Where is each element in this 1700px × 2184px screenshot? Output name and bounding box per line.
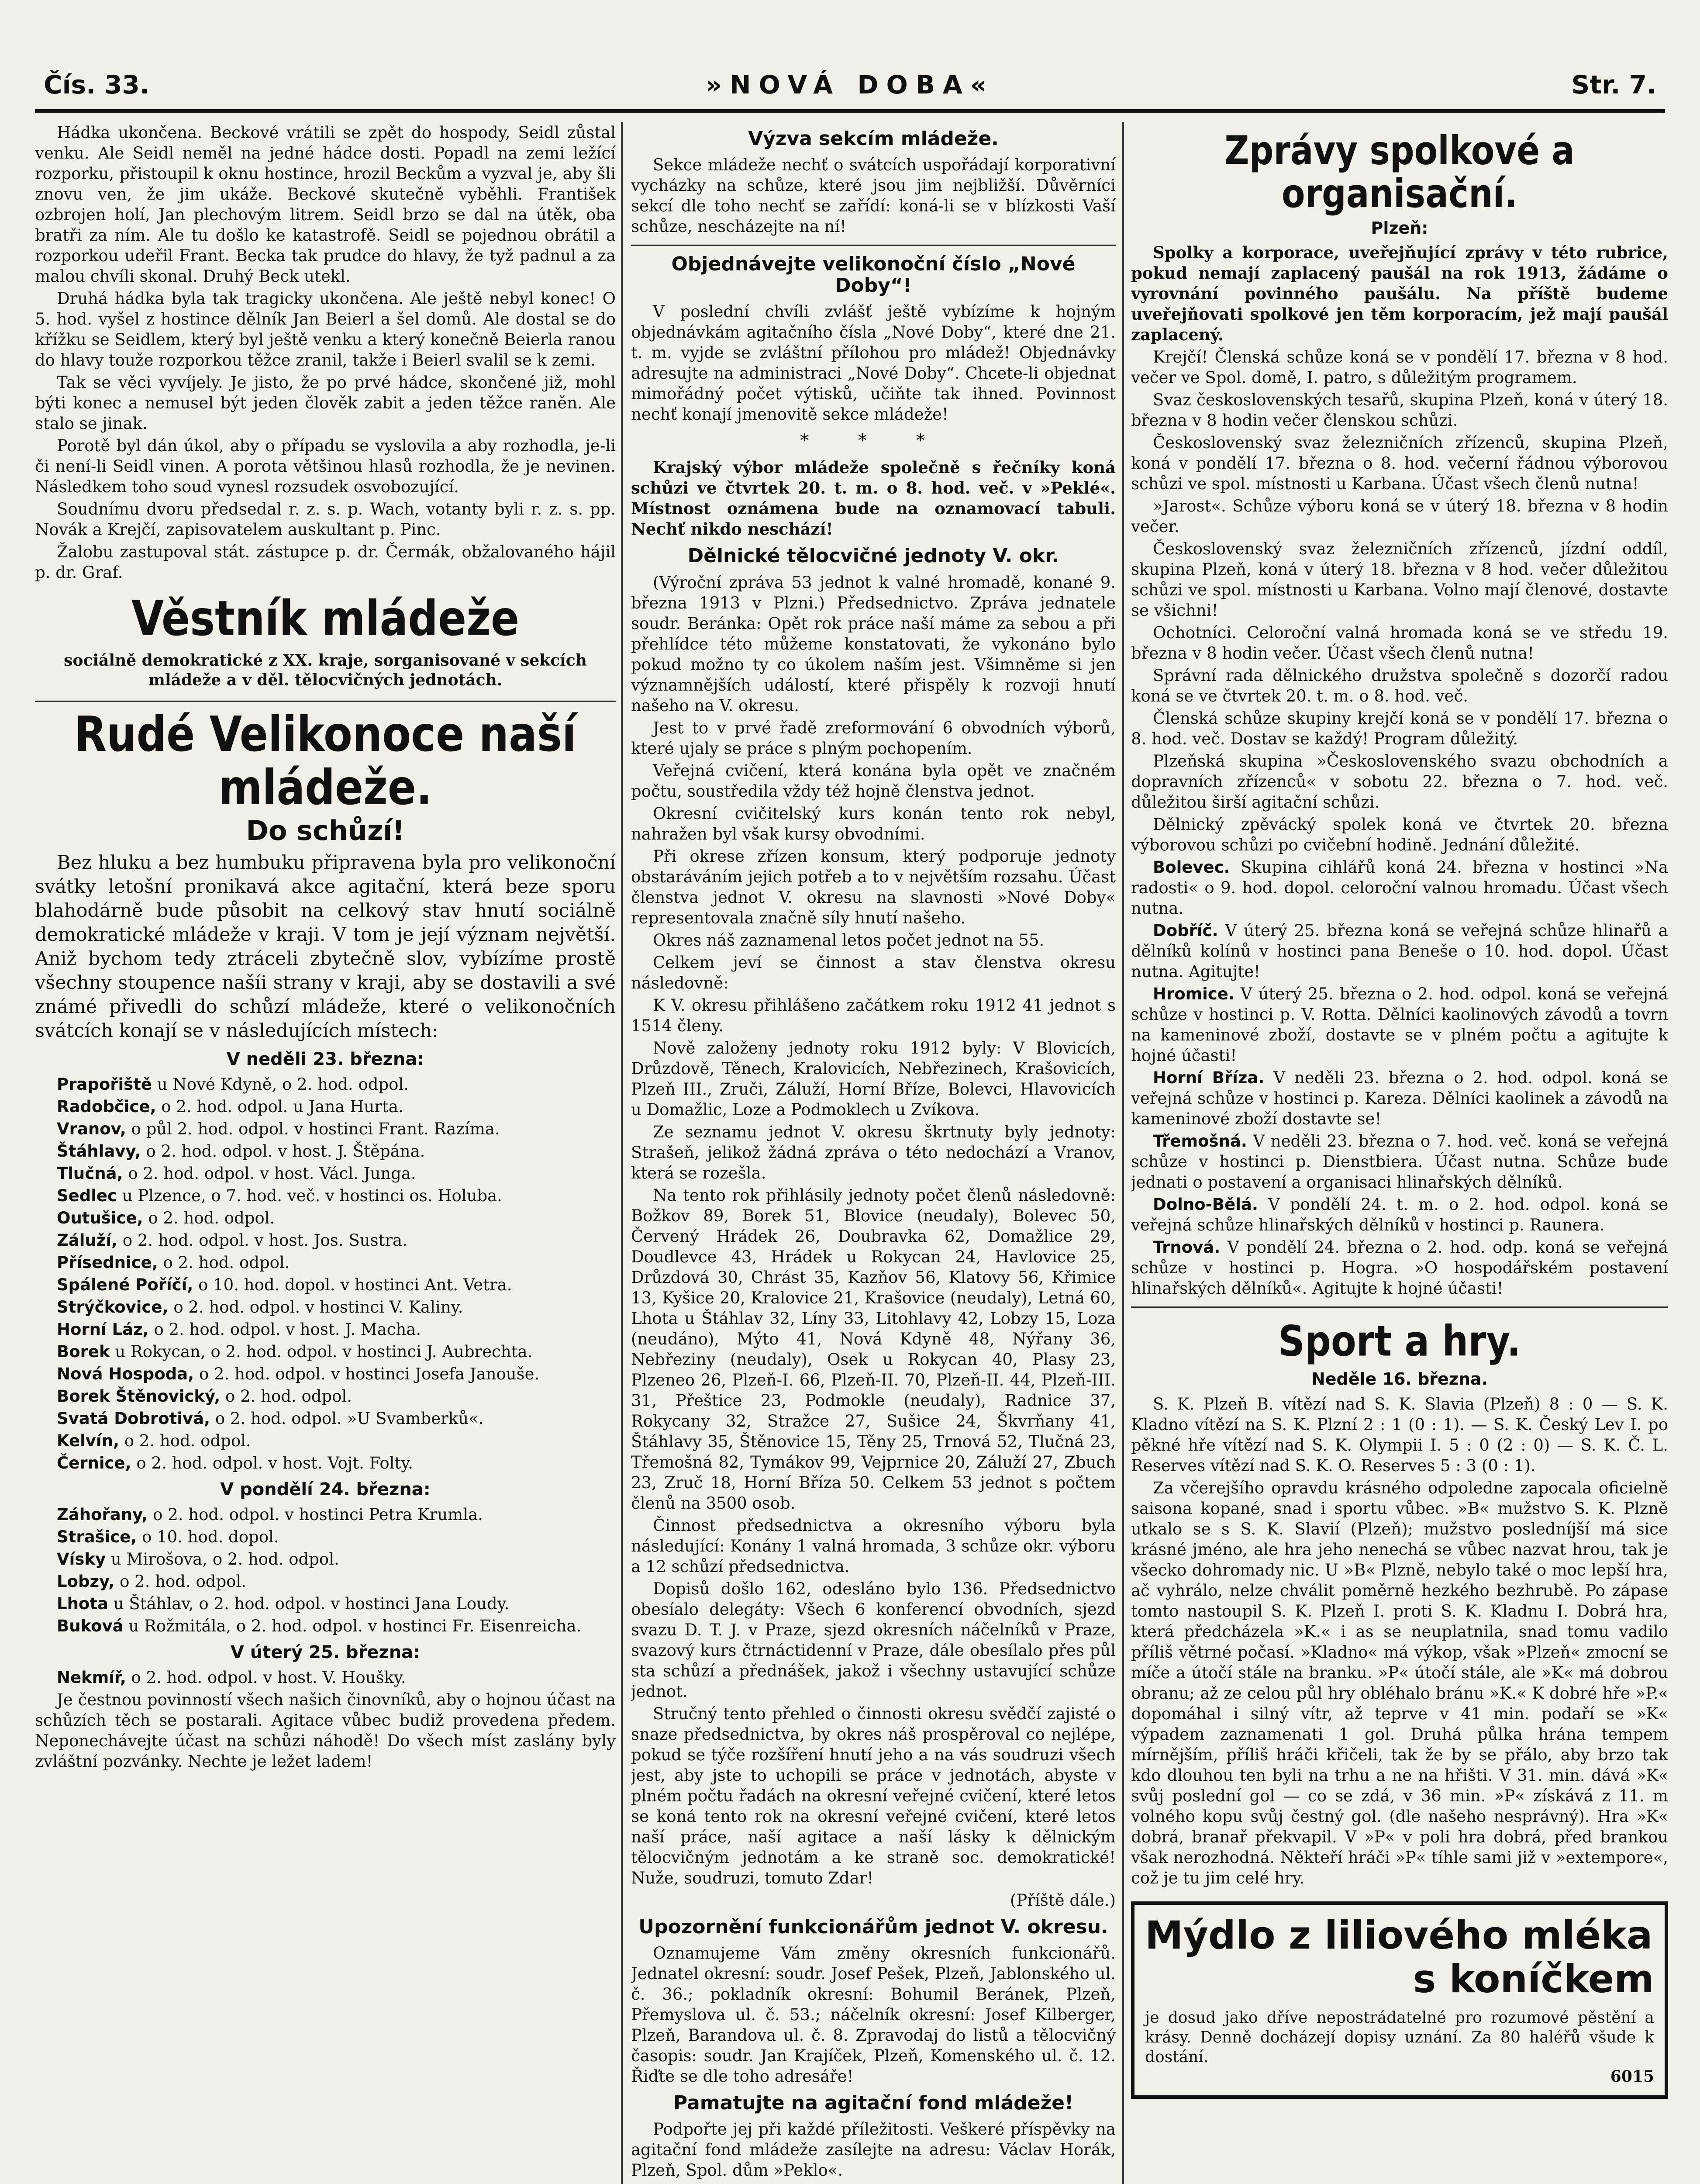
meeting-details: o 2. hod. odpol. (119, 1431, 251, 1450)
meeting-place: Lhota (57, 1594, 108, 1613)
notice-text: V neděli 23. března o 2. hod. odpol. koná se veřejná schůze v hostinci p. Kareza. Dělníci kaolinek a závodů na kameninové zboží dostavte se! (1131, 1068, 1668, 1129)
column-divider-1 (621, 122, 623, 2184)
regional-notice (1131, 1068, 1668, 1129)
notice-place: Dobříč. (1153, 921, 1218, 940)
meeting-place: Záhořany, (57, 1505, 148, 1524)
meeting-entry (35, 1593, 616, 1614)
regional-notice (1131, 1237, 1668, 1299)
meeting-place: Outušice, (57, 1208, 143, 1227)
notice-place: Bolevec. (1153, 858, 1230, 877)
article-text: Nově založeny jednoty roku 1912 byly: V Blovicích, Drůzdově, Těnech, Kralovicích, Nebřezinech, Krašovicích, Plzeň III., Zruči, Záluží, Horní Bříze, Bolevci, Hlavovicích u Domažlic, Loze a Podmoklech u Zvíkova. (631, 1038, 1116, 1119)
objednavejte-heading: Objednávejte velikonoční číslo „Nové Doby“! (671, 253, 1076, 297)
meeting-place: Radobčice, (57, 1097, 156, 1116)
meeting-details: o 2. hod. odpol. (143, 1208, 275, 1227)
agitacni-fond-heading: Pamatujte na agitační fond mládeže! (673, 2091, 1074, 2114)
meeting-details: o půl 2. hod. odpol. v hostinci Frant. Razíma. (126, 1119, 500, 1138)
do-schuzi-heading: Do schůzí! (246, 814, 405, 847)
meeting-details: o 2. hod. odpol. v host. Václ. Junga. (123, 1164, 416, 1183)
organisation-notice: Československý svaz železničních zřízenců, skupina Plzeň, koná v pondělí 17. března o 8. hod. večerní řádnou výborovou schůzi ve spol. místnosti u Karbana. Účast všech členů nutna! (1131, 433, 1668, 494)
article-text: Činnost předsednictva a okresního výboru byla následující: Konány 1 valná hromada, 3 schůze okr. výboru a 12 schůzí předsednictva. (631, 1516, 1116, 1576)
ad-title-line1: Mýdlo z liliového mléka (1145, 1912, 1653, 1958)
meeting-details: o 2. hod. odpol. v host. V. Houšky. (126, 1668, 406, 1687)
meeting-details: o 2. hod. odpol. (158, 1253, 290, 1272)
meeting-details: u Štáhlav, o 2. hod. odpol. v hostinci Jana Loudy. (108, 1594, 510, 1613)
meeting-details: o 2. hod. odpol. v host. J. Štěpána. (141, 1141, 425, 1161)
meeting-entry (35, 1386, 616, 1406)
ad-title-line2: s koníčkem (1413, 1956, 1654, 2001)
meeting-details: o 2. hod. odpol. (220, 1386, 352, 1406)
article-text: Soudnímu dvoru předsedal r. z. s. p. Wach, votanty byli r. z. s. pp. Novák a Krejčí, zapisovatelem auskultant p. Pinc. (35, 500, 616, 539)
article-text: K V. okresu přihlášeno začátkem roku 1912 41 jednot s 1514 členy. (631, 995, 1116, 1035)
article-text: Tak se věci vyvíjely. Je jisto, že po prvé hádce, skončené již, mohl býti konec a nemusel být jeden člověk zabit a jeden těžce raněn. Ale stalo se jinak. (35, 373, 616, 433)
regional-notices (1131, 857, 1668, 1299)
article-text: Druhá hádka byla tak tragicky ukončena. Ale ještě nebyl konec! O 5. hod. vyšel z hostince dělník Jan Beierl a šel domů. Ale dostal se do křížku se Seidlem, který byl ještě venku a který konečně Beierla ranou do hlavy touže rozporkou těžce zranil, takže i Beierl svalil se k zemi. (35, 289, 616, 370)
meeting-details: o 2. hod. odpol. u Jana Hurta. (156, 1097, 403, 1116)
meeting-entry (35, 1297, 616, 1317)
article-text: Okresní cvičitelský kurs konán tento rok nebyl, nahražen byl však kursy obvodními. (631, 804, 1116, 843)
paušál-notice: Spolky a korporace, uveřejňující zprávy v této rubrice, pokud nemají zaplacený paušál na rok 1913, žádáme o vyrovnání povinného paušálu. Na příště budeme uveřejňovati spolkové jen těm korporacím, jež mají paušál zaplacený. (1131, 243, 1668, 345)
meeting-place: Horní Láz, (57, 1320, 149, 1339)
meeting-place: Vranov, (57, 1119, 126, 1138)
meeting-place: Vísky (57, 1549, 106, 1569)
article-text: Hádka ukončena. Beckové vrátili se zpět do hospody, Seidl zůstal venku. Ale Seidl neměl na jedné hádce dosti. Popadl na zemi ležící rozporku, přistoupil k oknu hostince, hrozil Beckům a vyzval je, aby šli znovu ven, že jim ukáže. Beckové skutečně vyběhli. František ozbrojen holí, Jan plechovým litrem. Seidl brzo se dal na útěk, oba bratři za ním. Ale tu došlo ke katastrofě. Seidl se pojednou obrátil a rozporkou udeřil Frant. Becka tak prudce do hlavy, že tyž padnul a za malou chvíli skonal. Druhý Beck utekl. (35, 123, 616, 286)
meeting-details: o 2. hod. odpol. v hostinci Josefa Janouše. (194, 1364, 540, 1383)
notice-text: Skupina cihlářů koná 24. března v hostinci »Na radosti« o 9. hod. dopol. celoroční valnou hromadu. Účast všech nutna. (1131, 858, 1668, 918)
sport-report: Za včerejšího opravdu krásného odpoledne zapocala oficielně saisona kopané, snad i sportu vůbec. »B« mužstvo S. K. Plzně utkalo se s S. K. Slavií (Plzeň); mužstvo posledníjší má sice krásné jméno, ale hra jeho nenechá se vůbec nazvat hrou, tak je všecko dohromady nic. U »B« Plzně, nebylo také o moc lepší hra, ač vyhrálo, nelze chválit poměrně hezkého bezhrubě. Po zápase tomto nastoupil S. K. Plzeň I. proti S. K. Kladnu I. Dobrá hra, která předcházela »K.« i as se neuplatnila, snad tomu vadilo příliš větrné počasí. »Kladno« má výkop, však »Plzeň« zmocní se míče a útočí stále na branku. »P« útočí stále, ale »K« má dobrou obranu; až ze celou půl hry obléhalo bránu »K.« K dobré hře »P.« dopomáhal i silný vítr, až teprve v 41 min. podaří se »K« výpadem zaznamenati 1 gol. Druhá půlka hrána tempem mírnějším, příliš hráči křičeli, tak že by se přálo, aby brzo tak kdo dlouhou ten byli na trhu a ne na hřišti. V 31. min. dává »K« svůj poslední gol — co se zdá, v 36 min. »P« získává z 11. m volného kopu svůj čestný gol. (dle našeho nesprávný). Hra »K« dobrá, branař překvapil. V »P« v poli hra dobrá, před brankou však nerozhodná. Někteří hráči »P« tíhle sami již v »extempore«, což je tu jim celé hry. (1131, 1478, 1668, 1887)
organisation-notice: Plzeňská skupina »Československého svazu obchodních a dopravních zřízenců« v sobotu 22. března o 7. hod. več. důležitou širší agitační schůzi. (1131, 752, 1668, 812)
meeting-entry (35, 1453, 616, 1473)
meeting-entry (35, 1504, 616, 1525)
meeting-place: Buková (57, 1616, 124, 1635)
article-text: Jest to v prvé řadě zreformování 6 obvodních výborů, které ujaly se práce s plným pochopením. (631, 718, 1116, 758)
meeting-entry (35, 1616, 616, 1636)
article-text: Ze seznamu jednot V. okresu škrtnuty byly jednoty: Strašeň, jelikož žádná zpráva o této nedochází a Vranov, která se rozešla. (631, 1122, 1116, 1182)
meeting-details: o 2. hod. odpol. v host. Jos. Sustra. (117, 1230, 407, 1250)
divider (1131, 1306, 1668, 1308)
plzen-subheading: Plzeň: (1371, 218, 1428, 238)
column-divider-2 (1122, 122, 1124, 2184)
sport-heading: Sport a hry. (1278, 1317, 1521, 1366)
issue-number: Čís. 33. (44, 70, 149, 100)
organisation-notice: Československý svaz železničních zřízenců, jízdní oddíl, skupina Plzeň, koná v úterý 18. března v 8 hod. večer důležitou schůzi ve spol. místnosti u Karbana. Volno mají členové, dostavte se všichni! (1131, 539, 1668, 620)
meeting-place: Strašice, (57, 1527, 137, 1546)
vestnik-subtitle: sociálně demokratické z XX. kraje, sorganisované v sekcích mládeže a v děl. tělocvičných jednotách. (64, 651, 587, 689)
day-heading-sunday: V neděli 23. března: (226, 1049, 424, 1069)
regional-notice (1131, 920, 1668, 982)
meeting-details: u Rožmitála, o 2. hod. odpol. v hostinci Fr. Eisenreicha. (123, 1616, 582, 1635)
meeting-place: Záluží, (57, 1230, 118, 1250)
organisation-notice: Krejčí! Členská schůze koná se v pondělí 17. března v 8 hod. večer ve Spol. domě, I. patro, s důležitým programem. (1131, 348, 1668, 387)
krajsky-vybor-note: Krajský výbor mládeže společně s řečníky koná schůzi ve čtvrtek 20. t. m. o 8. hod. več. v »Peklé«. Místnost oznámena bude na oznamovací tabuli. Nechť nikdo neschází! (631, 458, 1116, 539)
meeting-place: Lobzy, (57, 1572, 115, 1591)
meeting-entry (35, 1185, 616, 1206)
meeting-details: o 2. hod. odpol. »U Svamberků«. (210, 1409, 484, 1428)
sport-results: S. K. Plzeň B. vítězí nad S. K. Slavia (Plzeň) 8 : 0 — S. K. Kladno vítězí na S. K. Plzní 2 : 1 (0 : 1). — S. K. Český Lev I. po pěkné hře vítězí nad S. K. Olympii I. 5 : 0 (2 : 0) — S. K. Č. L. Reserves vítězí nad S. K. O. Reserves 5 : 3 (0 : 1). (1131, 1394, 1668, 1475)
meeting-details: o 2. hod. odpol. v hostinci V. Kaliny. (168, 1297, 463, 1317)
notice-place: Hromice. (1153, 985, 1234, 1004)
meeting-entry (35, 1119, 616, 1139)
meeting-place: Nová Hospoda, (57, 1364, 194, 1383)
regional-notice (1131, 1194, 1668, 1235)
article-text: Na tento rok přihlásily jednoty počet členů následovně: Božkov 89, Borek 51, Blovice (neudaly), Bolevec 50, Červený Hrádek 26, Doubravka 62, Domažlice 29, Doudlevce 43, Hrádek u Rokycan 24, Havlovice 25, Drůzdová 30, Chrást 35, Kazňov 56, Klatovy 56, Křimice 13, Kyšice 20, Kralovice 21, Krašovice (neudaly), Letná 60, Lhota u Štáhlav 32, Líny 33, Litohlavy 42, Lobzy 15, Loza (neudáno), Mýto 41, Nová Kdyně 48, Nýřany 36, Nebřeziny (neudaly), Osek u Rokycan 40, Plasy 23, Plzeneo 26, Plzeň-I. 66, Plzeň-II. 70, Plzeň-II. 44, Plzeň-III. 31, Přeštice 23, Podmokle (neudaly), Radnice 37, Rokycany 32, Stražce 27, Sušice 24, Škvrňany 41, Štáhlavy 35, Štěnovice 15, Těny 25, Trnová 52, Tlučná 23, Třemošná 82, Tymákov 99, Vejprnice 20, Záluží 27, Zbuch 23, Zruč 18, Horní Bříza 50. Celkem 53 jednot s počtem členů na 3500 osob. (631, 1185, 1116, 1513)
day-heading-monday: V pondělí 24. března: (220, 1479, 431, 1500)
divider (35, 701, 616, 702)
meeting-place: Kelvín, (57, 1431, 119, 1450)
meeting-entry (35, 1571, 616, 1592)
meeting-details: o 2. hod. odpol. v host. J. Macha. (148, 1320, 421, 1339)
organisation-notice: Dělnický zpěvácký spolek koná ve čtvrtek 20. března výborovou schůzi po cvičební hodině. Jednání důležité. (1131, 815, 1668, 855)
article-text: Sekce mládeže nechť o svátcích uspořádají korporativní vycházky na schůze, které jsou jim nejbližší. Důvěrníci sekcí dle toho nechť se zařídí: koná-li se v blízkosti Vaší schůze, nescházejte na ní! (631, 156, 1116, 236)
day-heading-tuesday: V úterý 25. března: (230, 1642, 421, 1662)
meeting-details: o 10. hod. dopol. (137, 1527, 279, 1546)
article-text: Oznamujeme Vám změny okresních funkcionářů. Jednatel okresní: soudr. Josef Pešek, Plzeň, Jablonského ul. č. 36.; pokladník okresní: Bohumil Beránek, Plzeň, Přemyslova ul. č. 53.; náčelník okresní: Josef Kilberger, Plzeň, Barandova ul. č. 8. Zpravodaj do listů a tělocvičný časopis: soudr. Jan Krajíček, Plzeň, Komenského ul. č. 12. Řiďte se dle toho adresáře! (631, 1943, 1116, 2086)
meeting-place: Prapořiště (57, 1075, 152, 1094)
meeting-entry (35, 1364, 616, 1384)
masthead-rule (35, 109, 1665, 113)
continued-note: (Příště dále.) (1010, 1890, 1116, 1910)
meeting-entry (35, 1431, 616, 1451)
meeting-place: Svatá Dobrotivá, (57, 1409, 210, 1428)
article-text: Žalobu zastupoval stát. zástupce p. dr. Čermák, obžalovaného hájil p. dr. Graf. (35, 543, 616, 582)
meeting-details: o 2. hod. odpol. v hostinci Petra Krumla. (148, 1505, 483, 1524)
meeting-place: Sedlec (57, 1186, 117, 1205)
regional-notice (1131, 984, 1668, 1066)
article-text: Porotě byl dán úkol, aby o případu se vyslovila a aby rozhodla, je-li či není-li Seidl vinen. A porota většinou hlasů rozhodla, že je nevinen. Následkem toho soud vynesl rozsudek osvobozující. (35, 436, 616, 496)
article-lead: Bez hluku a bez humbuku připravena byla pro velikonoční svátky letošní pronikavá akce agitační, která beze sporu blahodárně bude působit na celkový stav hnutí sociálně demokratické mládeže v kraji. V tom je její význam největší. Aniž bychom tedy ztráceli zbytečně slov, vybízíme prostě všechny stoupence našíi strany v kraji, aby se dostavili a své známé přivedli do schůzí mládeže, které o velikonočních svátcích konají se v následujících místech: (35, 851, 616, 1042)
article-text: Veřejná cvičení, která konána byla opět ve značném počtu, soustředila vždy též hojně členstva jednot. (631, 761, 1116, 801)
organisation-notice: »Jarost«. Schůze výboru koná se v úterý 18. března v 8 hodin večer. (1131, 497, 1668, 536)
notice-text: V pondělí 24. března o 2. hod. odp. koná se veřejná schůze v hostinci p. Hogra. »O hospodářském postavení hlinařských dělníků«. Agitujte k hojné účasti! (1131, 1238, 1668, 1298)
meeting-entry (35, 1275, 616, 1295)
meeting-entry (35, 1208, 616, 1228)
article-text: Okres náš zaznamenal letos počet jednot na 55. (653, 930, 1045, 950)
regional-notice (1131, 1131, 1668, 1192)
meeting-place: Černice, (57, 1453, 131, 1472)
meeting-entry (35, 1096, 616, 1117)
organisation-notice: Ochotníci. Celoroční valná hromada koná se ve středu 19. března v 8 hodin večer. Účast všech členů nutna! (1131, 623, 1668, 663)
notice-place: Trnová. (1153, 1238, 1221, 1257)
organisation-notice: Členská schůze skupiny krejčí koná se v pondělí 17. března o 8. hod. več. Dostav se každý! Program důležitý. (1131, 709, 1668, 749)
organisation-notice: Svaz československých tesařů, skupina Plzeň, koná v úterý 18. března v 8 hodin večer členskou schůzi. (1131, 390, 1668, 430)
page-number: Str. 7. (1571, 70, 1656, 100)
soap-advertisement (1131, 1901, 1668, 2099)
meeting-entry (35, 1252, 616, 1273)
divider (631, 245, 1116, 246)
column-1 (35, 122, 616, 2184)
meeting-place: Spálené Poříčí, (57, 1275, 193, 1294)
meeting-place: Strýčkovice, (57, 1297, 169, 1317)
meeting-details: o 2. hod. odpol. v host. Vojt. Folty. (131, 1453, 414, 1472)
sport-date: Neděle 16. března. (1311, 1369, 1488, 1389)
meeting-entry (35, 1230, 616, 1251)
column-2 (631, 122, 1116, 2184)
meeting-entry (35, 1408, 616, 1429)
article-text: Stručný tento přehled o činnosti okresu svědčí zajisté o snaze předsednictva, by okres náš prospěroval co nejlépe, pokud se týče rozšíření hnutí jeho a na vás soudruzi všech jest, aby jste to uchopili se práce v jednotách, abyste v plném počtu řadách na okresní veřejné cvičení, které letos se koná tento rok na okresní veřejné cvičení, které letos naší práce, naší agitace a naší lásky k dělnickým tělocvičným jednotám a ke straně soc. demokratické! Nuže, soudruzi, tomuto Zdar! (631, 1704, 1116, 1887)
meeting-entry (35, 1074, 616, 1095)
notice-text: V neděli 23. března o 7. hod. več. koná se veřejná schůze v hostinci p. Dienstbiera. Účast nutna. Schůze bude jednati o postavení a organisaci hlinařských dělníků. (1131, 1132, 1668, 1192)
article-text: Celkem jeví se činnost a stav členstva okresu následovně: (631, 953, 1116, 992)
meeting-list-monday (35, 1504, 616, 1636)
meeting-list-sunday (35, 1074, 616, 1473)
upozorneni-heading: Upozornění funkcionářům jednot V. okresu. (638, 1915, 1108, 1938)
column-3 (1131, 122, 1668, 2184)
zpravy-heading: Zprávy spolkové a organisační. (1224, 128, 1575, 217)
meeting-list-tuesday (35, 1667, 616, 1688)
article-text: Při okrese zřízen konsum, který podporuje jednoty obstaráváním jejich potřeb a to v největším rozsahu. Účast členstva jednot V. okresu na slavnosti »Nové Doby« representovala značně síly hnutí našeho. (631, 847, 1116, 927)
organisation-notices (1131, 347, 1668, 855)
article-text: Dopisů došlo 162, odesláno bylo 136. Předsednictvo obesíalo delegáty: Všech 6 konferencí obvodních, sjezd svazu D. T. J. v Praze, sjezd okresních náčelníků v Praze, svazový kurs čtrnáctidenní v Praze, dále obesílalo přes půl sta schůzí a přednášek, jakož i všechny ustavující schůze jednot. (631, 1579, 1116, 1701)
newspaper-page (26, 17, 1674, 2184)
vyzva-heading: Výzva sekcím mládeže. (748, 128, 999, 150)
meeting-place: Borek (57, 1342, 110, 1361)
article-text: V poslední chvíli zvlášť ještě vybízíme k hojným objednávkám agitačního čísla „Nové Doby“, které dne 21. t. m. vyjde se zvláštní přílohou pro mládež! Objednávky adresujte na administraci „Nové Doby“. Chcete-li objednat mimořádný počet výtisků, učiňte tak ihned. Povinnost nechť konají jmenovitě sekce mládeže! (631, 302, 1116, 424)
meeting-entry (35, 1163, 616, 1184)
delnicke-jednoty-heading: Dělnické tělocvičné jednoty V. okr. (687, 545, 1059, 567)
meeting-entry (35, 1549, 616, 1569)
meeting-place: Borek Štěnovický, (57, 1386, 221, 1406)
meeting-details: u Nové Kdyně, o 2. hod. odpol. (152, 1075, 409, 1094)
article-text: (Výroční zpráva 53 jednot k valné hromadě, konané 9. března 1913 v Plzni.) Předsednictvo. Zpráva jednatele soudr. Beránka: Opět rok práce naší máme za sebou a při přehlídce této můžeme konstatovati, že vykonáno bylo pokud možno ty co úkolem naším jest. Všimněme si jen významnějších událostí, které přispěly k rozvoji hnutí našeho na V. okresu. (631, 573, 1116, 715)
notice-text: V úterý 25. března koná se veřejná schůze hlinařů a dělníků kolínů v hostinci pana Beneše o 10. hod. dopol. Účast nutna. Agitujte! (1131, 921, 1668, 981)
notice-place: Dolno-Bělá. (1153, 1195, 1258, 1214)
meeting-place: Nekmíř, (57, 1668, 126, 1687)
notice-text: V úterý 25. března o 2. hod. odpol. koná se veřejná schůze v hostinci p. V. Rotta. Dělníci kaolinových závodů a tovrn na kameninové zboží, dostavte se v plném počtu a agitujte k hojné účasti! (1131, 985, 1668, 1065)
section-stars: * * * (800, 431, 947, 451)
ad-body: je dosud jako dříve nepostrádatelné pro rozumové pěstění a krásy. Denně docházejí dopisy uznání. Za 80 haléřů všude k dostání. (1145, 2008, 1654, 2066)
meeting-details: u Plzence, o 7. hod. več. v hostinci os. Holuba. (117, 1186, 502, 1205)
meeting-entry (35, 1527, 616, 1547)
notice-text: V pondělí 24. t. m. o 2. hod. odpol. koná se veřejná schůze hlinařských dělníků v hostinci p. Raunera. (1131, 1195, 1668, 1235)
notice-place: Horní Bříza. (1153, 1068, 1265, 1088)
ad-code: 6015 (1610, 2067, 1654, 2086)
meeting-details: u Mirošova, o 2. hod. odpol. (106, 1549, 339, 1569)
meeting-place: Tlučná, (57, 1164, 123, 1183)
vestnik-heading: Věstník mládeže (131, 590, 520, 647)
meeting-entry (35, 1667, 616, 1688)
meeting-details: o 10. hod. dopol. v hostinci Ant. Vetra. (193, 1275, 512, 1294)
meeting-place: Přísednice, (57, 1253, 158, 1272)
meeting-entry (35, 1341, 616, 1362)
meeting-entry (35, 1141, 616, 1161)
meeting-details: u Rokycan, o 2. hod. odpol. v hostinci J. Aubrechta. (110, 1342, 533, 1361)
organisation-notice: Správní rada dělnického družstva společně s dozorčí radou koná se ve čtvrtek 20. t. m. o 8. hod. več. (1131, 666, 1668, 706)
meeting-details: o 2. hod. odpol. (114, 1572, 247, 1591)
regional-notice (1131, 857, 1668, 919)
meeting-entry (35, 1319, 616, 1340)
closing-appeal: Je čestnou povinností všech našich činovníků, aby o hojnou účast na schůzích těch se postarali. Agitace vůbec budiž provedena předem. Neponechávejte účast na schůzi náhodě! Do všech míst zaslány byly zvláštní pozvánky. Nechte je ležet ladem! (35, 1690, 616, 1771)
notice-place: Třemošná. (1153, 1132, 1247, 1151)
meeting-place: Štáhlavy, (57, 1141, 141, 1161)
rude-velikonoce-heading: Rudé Velikonoce naší mládeže. (74, 706, 576, 816)
article-text: Podpořte jej při každé příležitosti. Veškeré příspěvky na agitační fond mládeže zasílejte na adresu: Václav Horák, Plzeň, Spol. dům »Peklo«. (631, 2120, 1116, 2180)
newspaper-title: »NOVÁ DOBA« (705, 70, 995, 100)
